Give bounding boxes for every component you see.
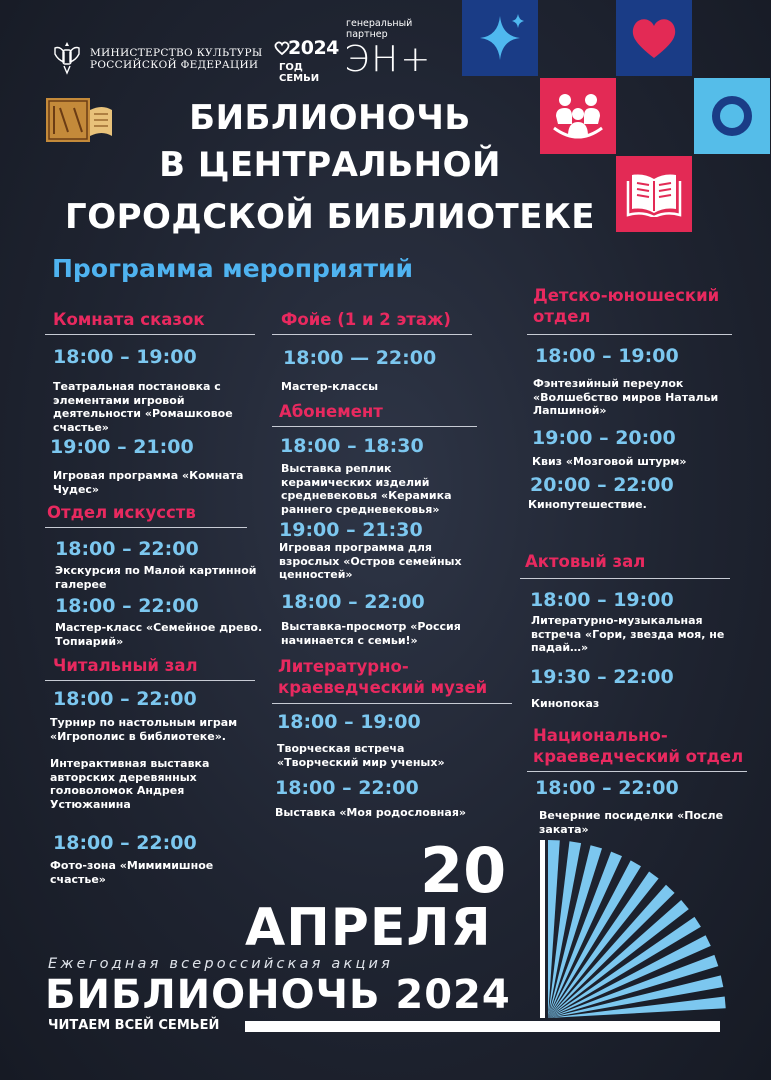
event-time: 19:30 – 22:00 — [530, 666, 674, 688]
event-description: Фото-зона «Мимимишное счастье» — [50, 859, 214, 886]
section-title: Комната сказок — [53, 310, 205, 329]
heart-icon — [628, 14, 680, 62]
event-time: 18:00 – 22:00 — [55, 538, 199, 560]
event-description: Театральная постановка с элементами игровой деятельности «Ромашковое счастье» — [53, 380, 233, 434]
year-logo-caption: ГОД СЕМЬИ — [279, 62, 320, 84]
ministry-line-2: РОССИЙСКОЙ ФЕДЕРАЦИИ — [90, 59, 259, 71]
event-description: Кинопоказ — [531, 697, 600, 710]
partner-logo: ЭН+ — [344, 39, 433, 80]
ring-tile — [694, 78, 770, 154]
section-title: Детско-юношеский отдел — [533, 286, 720, 326]
section-title: Национально-краеведческий отдел — [533, 726, 744, 766]
section-divider — [527, 334, 732, 335]
section-divider — [272, 334, 472, 335]
partner-caption-line-2: партнер — [346, 29, 388, 40]
section-title: Отдел искусств — [47, 503, 196, 522]
event-description: Квиз «Мозговой штурм» — [532, 455, 687, 468]
event-description: Фэнтезийный переулок «Волшебство миров Натальи Лапшиной» — [533, 377, 719, 417]
event-description: Игровая программа для взрослых «Остров семейных ценностей» — [279, 541, 462, 581]
slogan: ЧИТАЕМ ВСЕЙ СЕМЬЕЙ — [48, 1018, 220, 1033]
event-time: 19:00 – 20:00 — [532, 427, 676, 449]
event-time: 18:00 – 22:00 — [275, 777, 419, 799]
date-month: АПРЕЛЯ — [245, 898, 492, 958]
event-description: Выставка «Моя родословная» — [275, 806, 466, 819]
date-day: 20 — [420, 834, 507, 907]
event-description: Игровая программа «Комната Чудес» — [53, 469, 244, 496]
program-subtitle: Программа мероприятий — [52, 254, 413, 283]
event-time: 18:00 – 22:00 — [281, 591, 425, 613]
event-description: Творческая встреча «Творческий мир ученых» — [277, 742, 445, 769]
heart-tile — [616, 0, 692, 76]
section-title: Абонемент — [279, 402, 383, 421]
star-sparkle-icon — [470, 8, 530, 68]
book-fan-graphic — [528, 840, 728, 1020]
event-description: Кинопутешествие. — [528, 498, 647, 511]
section-divider — [45, 680, 255, 681]
title-line-1: БИБЛИОНОЧЬ — [189, 98, 471, 138]
event-time: 19:00 – 21:00 — [50, 436, 194, 458]
year-of-family-logo — [274, 37, 339, 84]
event-description: Мастер-класс «Семейное древо. Топиарий» — [55, 621, 263, 648]
star-tile — [462, 0, 538, 76]
event-time: 18:00 – 19:00 — [53, 346, 197, 368]
event-time: 18:00 – 19:00 — [535, 345, 679, 367]
section-title: Актовый зал — [525, 552, 646, 571]
ring-icon — [707, 91, 757, 141]
event-time: 18:00 – 22:00 — [535, 777, 679, 799]
annual-caption: Ежегодная всероссийская акция — [48, 956, 394, 972]
event-description: Интерактивная выставка авторских деревянных головоломок Андрея Устюжанина — [50, 757, 210, 811]
section-title: Литературно-краеведческий музей — [278, 657, 488, 697]
section-divider — [45, 334, 255, 335]
ministry-line-1: МИНИСТЕРСТВО КУЛЬТУРЫ — [90, 47, 263, 59]
section-divider — [45, 527, 247, 528]
partner-caption — [346, 18, 412, 40]
fan-spine — [540, 840, 545, 1018]
event-time: 20:00 – 22:00 — [530, 474, 674, 496]
event-description: Выставка-просмотр «Россия начинается с семьи!» — [281, 620, 461, 647]
title-line-2: В ЦЕНТРАЛЬНОЙ — [159, 145, 501, 185]
section-divider — [272, 703, 512, 704]
event-time: 19:00 – 21:30 — [279, 519, 423, 541]
event-description: Мастер-классы — [281, 380, 379, 393]
event-time: 18:00 – 22:00 — [55, 595, 199, 617]
event-description: Экскурсия по Малой картинной галерее — [55, 564, 257, 591]
event-description: Выставка реплик керамических изделий средневековья «Керамика раннего средневековья» — [281, 462, 452, 516]
event-time: 18:00 – 18:30 — [280, 435, 424, 457]
section-divider — [272, 426, 477, 427]
event-description: Турнир по настольным играм «Игрополис в библиотеке». — [50, 716, 238, 743]
event-description: Вечерние посиделки «После заката» — [539, 809, 724, 836]
event-time: 18:00 – 22:00 — [53, 832, 197, 854]
event-time: 18:00 – 19:00 — [277, 711, 421, 733]
section-divider — [520, 578, 730, 579]
coat-of-arms-icon — [52, 40, 82, 76]
event-time: 18:00 – 22:00 — [53, 688, 197, 710]
partner-caption-line-1: генеральный — [346, 18, 413, 29]
slogan-underline — [245, 1021, 720, 1032]
section-title: Читальный зал — [53, 656, 198, 675]
fan-page — [548, 840, 560, 1018]
year-logo-number: 2024 — [288, 37, 339, 59]
event-time: 18:00 – 19:00 — [530, 589, 674, 611]
ministry-logo-text — [90, 47, 263, 71]
event-name: БИБЛИОНОЧЬ 2024 — [45, 972, 511, 1018]
section-divider — [527, 771, 747, 772]
event-description: Литературно-музыкальная встреча «Гори, звезда моя, не падай…» — [531, 614, 725, 654]
event-time: 18:00 — 22:00 — [283, 347, 437, 369]
title-line-3: ГОРОДСКОЙ БИБЛИОТЕКЕ — [65, 197, 595, 237]
section-title: Фойе (1 и 2 этаж) — [281, 310, 451, 329]
